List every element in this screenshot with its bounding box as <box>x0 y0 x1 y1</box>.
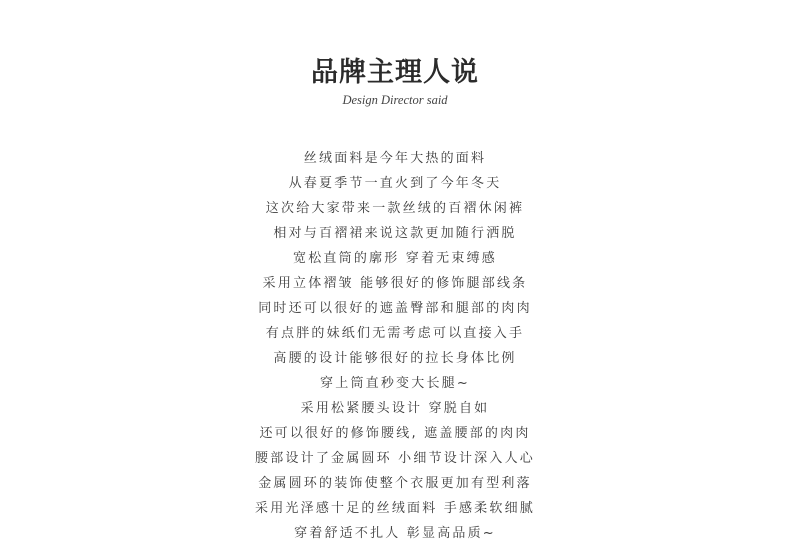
page-subtitle: Design Director said <box>342 93 448 107</box>
text-line: 从春夏季节一直火到了今年冬天 <box>288 176 502 191</box>
text-line: 有点胖的妹纸们无需考虑可以直接入手 <box>265 326 525 341</box>
text-line: 还可以很好的修饰腰线, 遮盖腰部的肉肉 <box>259 426 531 441</box>
text-line: 这次给大家带来一款丝绒的百褶休闲裤 <box>265 201 525 216</box>
text-line: 同时还可以很好的遮盖臀部和腿部的肉肉 <box>258 301 532 316</box>
text-line: 金属圆环的装饰使整个衣服更加有型利落 <box>258 476 532 491</box>
text-line: 宽松直筒的廓形 穿着无束缚感 <box>293 251 497 266</box>
text-line: 采用松紧腰头设计 穿脱自如 <box>300 401 490 416</box>
text-line: 采用光泽感十足的丝绒面料 手感柔软细腻 <box>255 501 535 516</box>
description-text <box>0 146 790 546</box>
text-line: 采用立体褶皱 能够很好的修饰腿部线条 <box>262 276 528 291</box>
section-header <box>0 56 790 108</box>
text-line: 穿着舒适不扎人 彰显高品质~ <box>294 526 496 541</box>
text-line: 穿上筒直秒变大长腿~ <box>320 376 470 391</box>
text-line: 相对与百褶裙来说这款更加随行洒脱 <box>273 226 517 241</box>
text-line: 丝绒面料是今年大热的面料 <box>303 151 487 166</box>
text-line: 高腰的设计能够很好的拉长身体比例 <box>273 351 517 366</box>
text-line: 腰部设计了金属圆环 小细节设计深入人心 <box>255 451 535 466</box>
page-title: 品牌主理人说 <box>311 57 479 88</box>
